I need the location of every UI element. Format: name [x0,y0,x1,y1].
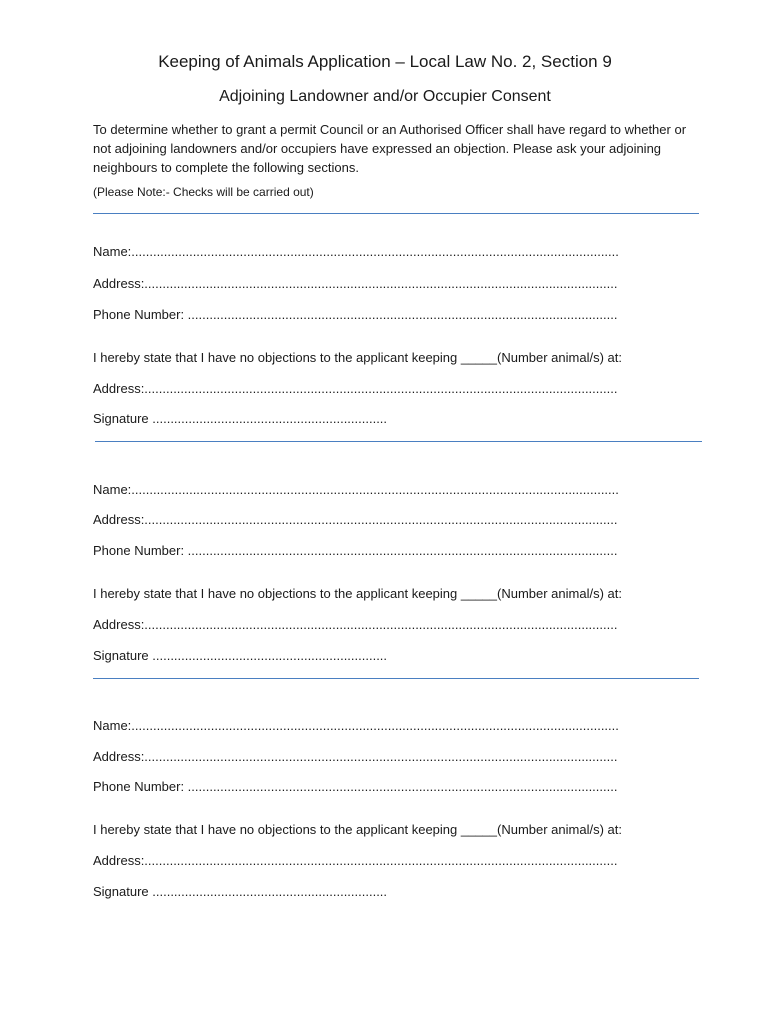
name-field[interactable]: Name:....................................................................................................................................... [93,482,619,497]
address-field[interactable]: Address:................................................................................................................................... [93,276,618,291]
address-field[interactable]: Address:................................................................................................................................... [93,512,618,527]
animal-address-field[interactable]: Address:................................................................................................................................... [93,853,618,868]
name-field[interactable]: Name:....................................................................................................................................... [93,718,619,733]
document-title: Keeping of Animals Application – Local Law No. 2, Section 9 [158,52,612,71]
consent-statement[interactable]: I hereby state that I have no objections to the applicant keeping _____(Number animal/s) at: [93,586,622,601]
phone-field[interactable]: Phone Number: ....................................................................................................................... [93,543,618,558]
phone-field[interactable]: Phone Number: ....................................................................................................................... [93,307,618,322]
name-field[interactable]: Name:....................................................................................................................................... [93,244,619,259]
note-text: (Please Note:- Checks will be carried out) [93,185,314,199]
animal-address-field[interactable]: Address:................................................................................................................................... [93,381,618,396]
section-divider [93,213,699,214]
intro-paragraph: To determine whether to grant a permit Council or an Authorised Officer shall have regard to whether or not adjoining landowners and/or occupiers have expressed an objection. Please ask your adjoining neighbours to complete the following sections. [93,122,687,175]
consent-statement[interactable]: I hereby state that I have no objections to the applicant keeping _____(Number animal/s) at: [93,822,622,837]
signature-field[interactable]: Signature ................................................................. [93,411,388,426]
document-subtitle: Adjoining Landowner and/or Occupier Consent [219,88,551,105]
signature-field[interactable]: Signature ................................................................. [93,648,388,663]
consent-statement[interactable]: I hereby state that I have no objections to the applicant keeping _____(Number animal/s) at: [93,350,622,365]
signature-field[interactable]: Signature ................................................................. [93,884,388,899]
section-divider [95,441,702,442]
animal-address-field[interactable]: Address:................................................................................................................................... [93,617,618,632]
address-field[interactable]: Address:................................................................................................................................... [93,749,618,764]
section-divider [93,678,699,679]
phone-field[interactable]: Phone Number: ....................................................................................................................... [93,779,618,794]
